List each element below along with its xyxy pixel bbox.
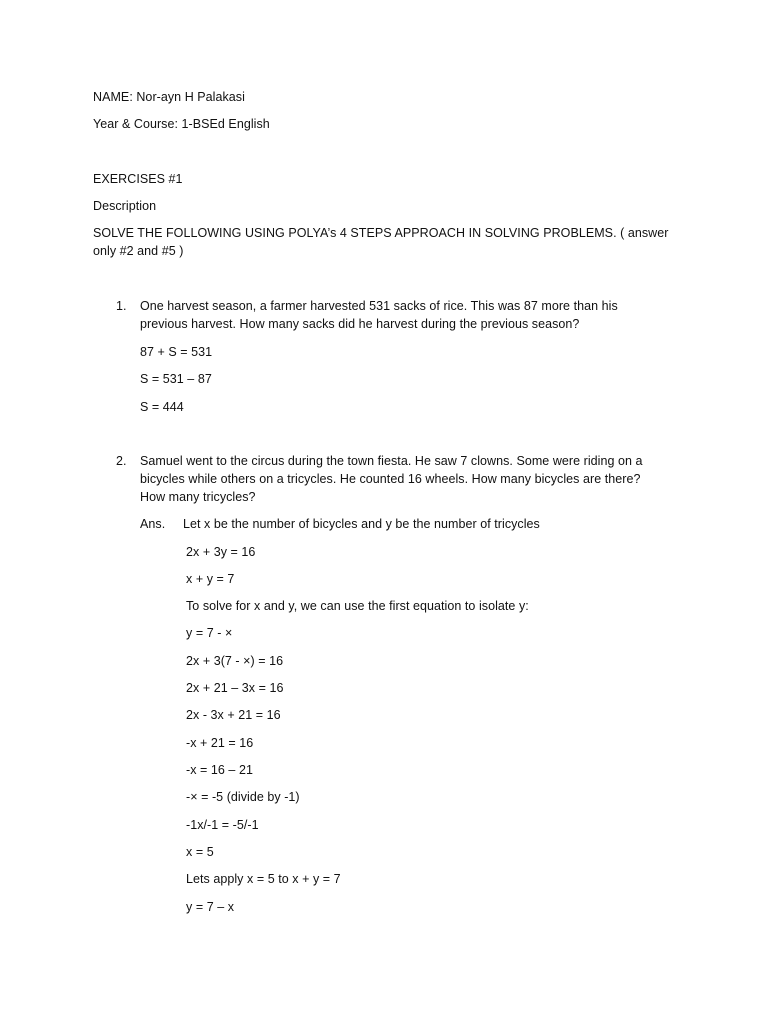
solution-step: -x = 16 – 21 — [186, 763, 253, 777]
solution-step: x = 5 — [186, 845, 214, 859]
year-course: Year & Course: 1-BSEd English — [93, 117, 270, 131]
solution-step: y = 7 – x — [186, 900, 235, 914]
solution-step: 2x + 3y = 16 — [186, 545, 256, 559]
problem-1-text: One harvest season, a farmer harvested 531 sacks of rice. This was 87 more than his previous harvest. How many sacks did he harvest during the previous season? — [140, 299, 618, 331]
solution-step: -× = -5 (divide by -1) — [186, 790, 300, 804]
solution-step: 2x - 3x + 21 = 16 — [186, 708, 281, 722]
problem-2-number: 2. — [116, 454, 127, 468]
student-name: NAME: Nor-ayn H Palakasi — [93, 90, 245, 104]
problem-1-step: S = 531 – 87 — [140, 372, 212, 386]
answer-intro: Let x be the number of bicycles and y be the number of tricycles — [183, 517, 540, 531]
problem-2-text: Samuel went to the circus during the town fiesta. He saw 7 clowns. Some were riding on a bicycles while others on a tricycles. He counted 16 wheels. How many bicycles are there? How many tricycles? — [140, 454, 643, 504]
problem-1-step: S = 444 — [140, 400, 184, 414]
answer-label: Ans. — [140, 517, 166, 531]
solution-step: To solve for x and y, we can use the first equation to isolate y: — [186, 599, 529, 613]
solution-step: y = 7 - × — [186, 626, 233, 640]
exercise-title: EXERCISES #1 — [93, 172, 183, 186]
solution-step: x + y = 7 — [186, 572, 235, 586]
solution-step: -x + 21 = 16 — [186, 736, 254, 750]
solution-step: 2x + 3(7 - ×) = 16 — [186, 654, 284, 668]
exercise-instruction: SOLVE THE FOLLOWING USING POLYA’s 4 STEPS APPROACH IN SOLVING PROBLEMS. ( answer only #2 and #5 ) — [93, 226, 669, 258]
solution-step: -1x/-1 = -5/-1 — [186, 818, 259, 832]
problem-1-step: 87 + S = 531 — [140, 345, 213, 359]
solution-step: 2x + 21 – 3x = 16 — [186, 681, 284, 695]
exercise-subtitle: Description — [93, 199, 157, 213]
solution-step: Lets apply x = 5 to x + y = 7 — [186, 872, 341, 886]
problem-1-number: 1. — [116, 299, 127, 313]
